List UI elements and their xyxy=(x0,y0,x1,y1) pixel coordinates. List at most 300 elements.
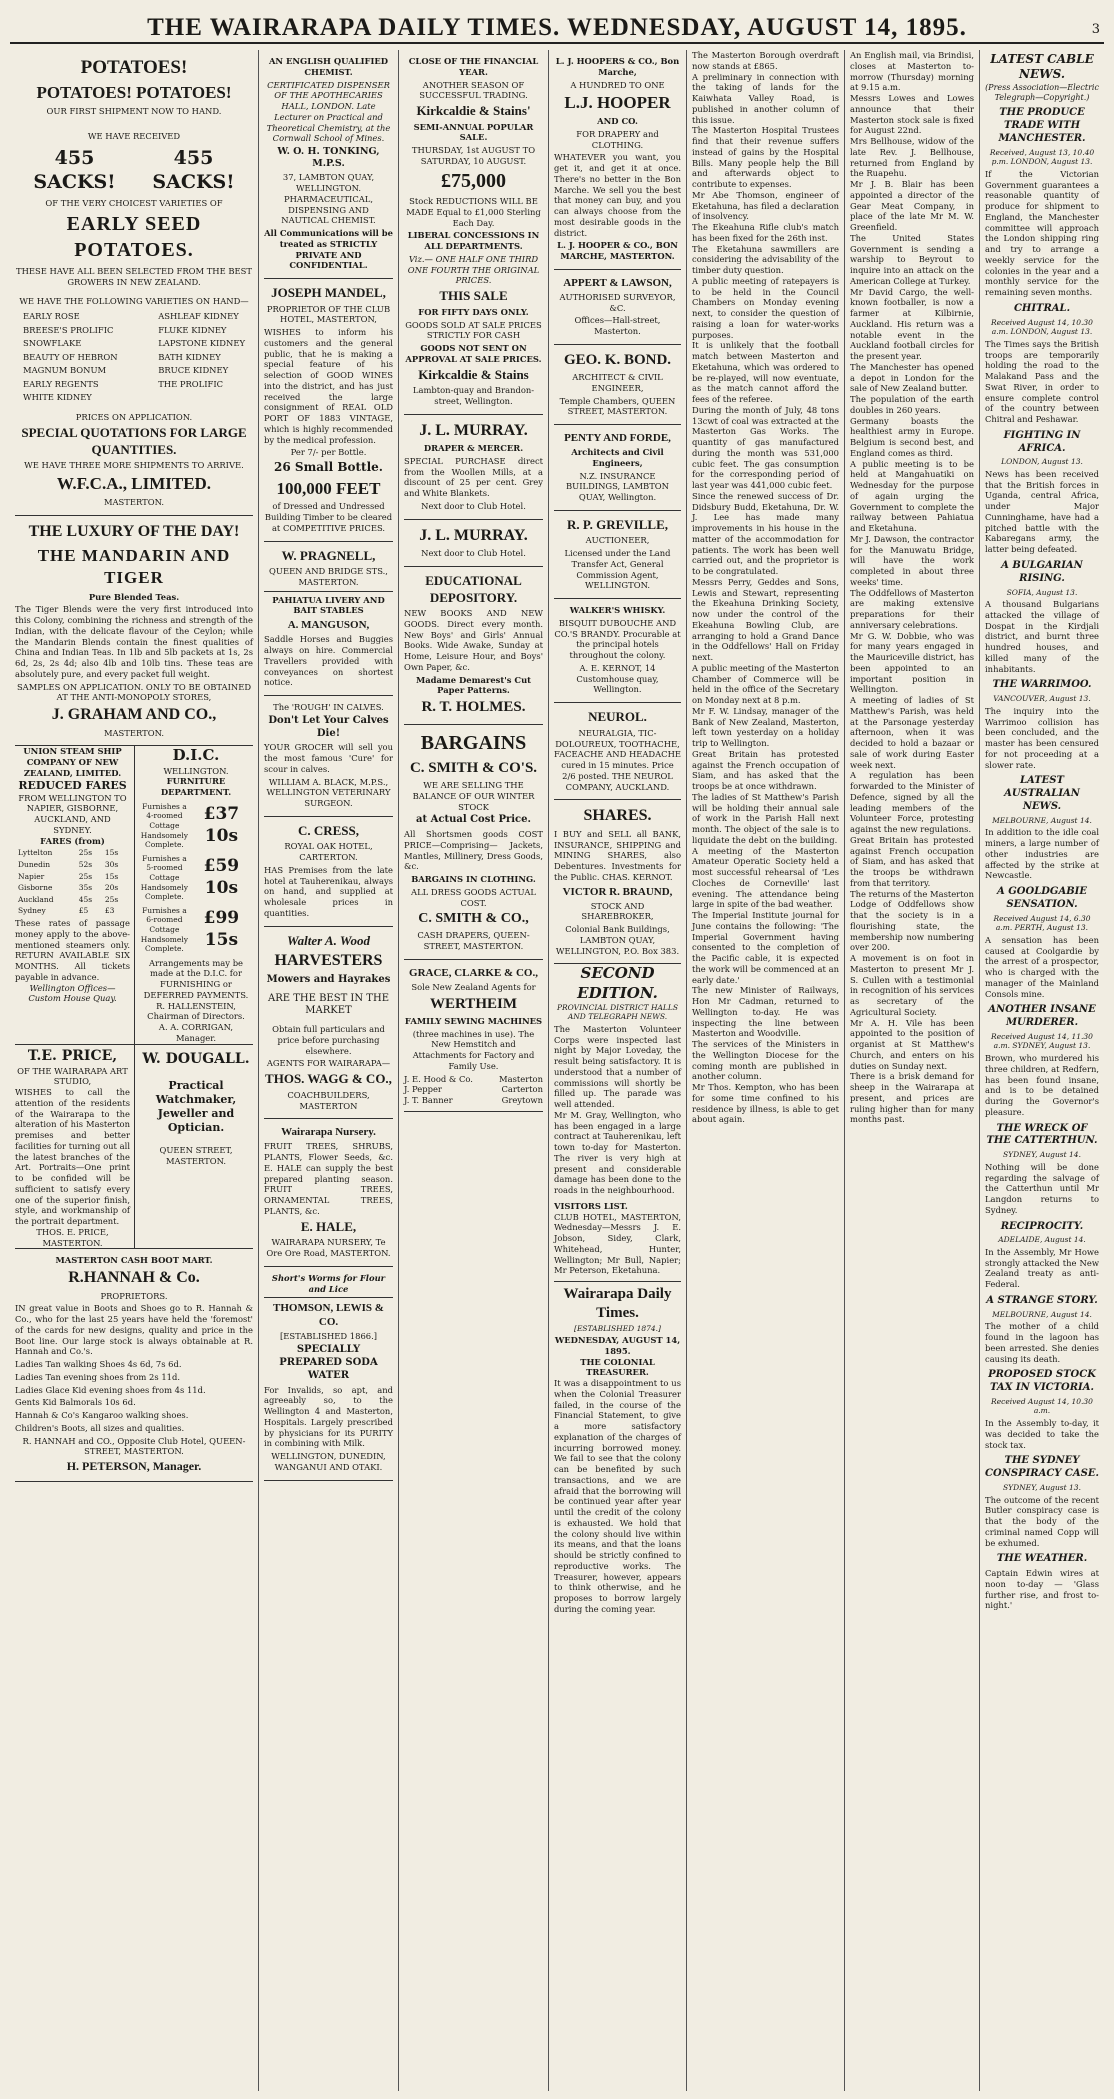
sale-another: ANOTHER SEASON OF SUCCESSFUL TRADING. xyxy=(419,79,528,101)
greville-ad xyxy=(554,511,681,599)
smith-clothing: BARGAINS IN CLOTHING. xyxy=(411,874,536,885)
news-item: Messrs Perry, Geddes and Sons, Lewis and Stewart, representing the Ekeahuna Drinking Society, now under the control of the Ekeahuna Bowling Club, are arranging to hold a Grand Dance in the Oddfellows' Hall on Friday next. xyxy=(692,576,839,662)
dic-item: Furnishes a 6-roomed Cottage Handsomely Complete. xyxy=(140,905,188,954)
smith-goods: All Shortsmen goods COST PRICE—Comprising— Jackets, Mantles, Millinery, Dress Goods, &c. xyxy=(404,829,543,872)
column-6 xyxy=(844,50,979,2091)
cable-item-body: The Times says the British troops are temporarily holding the road to the Malakand Pass and the Swat River, in order to ensure complete control of the country between Chitral and Peshawar. xyxy=(985,338,1099,424)
news-item: The Masterton Borough overdraft now stands at £865. xyxy=(692,50,839,71)
editorial-body: It was a disappointment to us when the Colonial Treasurer failed, in the course of the Financial Statement, to give a more satisfactory explanation of the charges of incurring borrowed money. We fail to see that the colony can be benefited by such transactions, and we are afraid that the borrowing will be continued year after year until the credit of the colony is exhausted. We hold that the colony should live within its means, and that the loans should be strictly confined to reproductive works. The Treasurer, however, appears to think otherwise, and he proposes to borrow largely during the coming year. xyxy=(554,1378,681,1614)
news-item: The Masterton Hospital Trustees find that their revenue suffers instead of gains by the Hospital Bills. Many people help the Bill and afterwards object to contribute to expenses. xyxy=(692,125,839,189)
nursery-title: Wairarapa Nursery. xyxy=(281,1126,376,1139)
depository-ad xyxy=(404,567,543,725)
soda-addr: WELLINGTON, DUNEDIN, WANGANUI AND OTAKI. xyxy=(271,1451,386,1472)
dougall-trade: Practical Watchmaker, Jeweller and Optician. xyxy=(155,1078,237,1134)
variety-item: LAPSTONE KIDNEY xyxy=(158,338,245,349)
visitors-list xyxy=(554,1201,681,1276)
news-item: The Manchester has opened a depot in London for the sale of New Zealand butter. xyxy=(850,361,974,394)
bootmart-item: Children's Boots, all sizes and qualities. xyxy=(15,1422,185,1433)
cable-item xyxy=(985,1369,1099,1450)
bootmart-ad xyxy=(15,1249,253,1482)
potatoes-more: WE HAVE THREE MORE SHIPMENTS TO ARRIVE. xyxy=(24,460,244,471)
potatoes-firm: W.F.C.A., LIMITED. xyxy=(56,474,212,494)
news-item: A preliminary in connection with the taking of lands for the Kaiwhata Valley Road, is published in another column of this issue. xyxy=(692,71,839,125)
news-item: Mr Thos. Kempton, who has been for some time confined to his residence by illness, is able to get about again. xyxy=(692,1082,839,1125)
grace-machines: FAMILY SEWING MACHINES xyxy=(404,1015,543,1026)
tea-headline: THE LUXURY OF THE DAY! xyxy=(28,522,240,540)
cable-news-sub: (Press Association—Electric Telegraph—Copyright.) xyxy=(985,82,1099,102)
bond-name: GEO. K. BOND. xyxy=(563,351,672,368)
murray-trade: DRAPER & MERCER. xyxy=(423,443,524,454)
tea-town: MASTERTON. xyxy=(103,727,165,738)
news-item: The ladies of St Matthew's Parish will be holding their annual sale of work in the Parish Hall next month. The object of the sale is to liquidate the debt on the building. xyxy=(692,791,839,845)
cable-item xyxy=(985,303,1099,425)
short-title: Short's Worms for Flour and Lice xyxy=(271,1272,386,1294)
news-item: Mrs Bellhouse, widow of the late Rev. J. Bellhouse, returned from England by the Ruapehu. xyxy=(850,136,974,179)
variety-item: BRUCE KIDNEY xyxy=(158,365,229,376)
nursery-ad xyxy=(264,1119,393,1266)
harvesters-firm: THOS. WAGG & CO., xyxy=(265,1071,392,1087)
price-ad xyxy=(15,1045,135,1249)
cable-item-body: If the Victorian Government guarantees a reasonable quantity of produce for shipment to England, the Manchester committee will approach the London shipping ring and try to arrange a weekly service for the colonies in the year and a monthly service for the remaining seven months. xyxy=(985,168,1099,298)
news-item: The Imperial Institute journal for June contains the following: 'The Imperial Government having consented to the completion of the Pacific cable, it is expected the work will be commenced at an early date.' xyxy=(692,910,839,985)
cable-item xyxy=(985,430,1099,555)
newspaper-title: THE WAIRARAPA DAILY TIMES. WEDNESDAY, AUGUST 14, 1895. xyxy=(147,14,967,41)
table-row: Napier 25s 15s xyxy=(18,871,119,881)
grace-brand: WERTHEIM xyxy=(430,995,517,1012)
potatoes-selected: THESE HAVE ALL BEEN SELECTED FROM THE BEST GROWERS IN NEW ZEALAND. xyxy=(16,266,252,287)
depository-papers: Madame Demarest's Cut Paper Patterns. xyxy=(415,674,532,696)
variety-item: EARLY ROSE xyxy=(23,311,80,322)
sale-firm: Kirkcaldie & Stains' xyxy=(416,103,531,118)
tea-body: The Tiger Blends were the very first introduced into this Colony, combining the richness and strength of the Indian, with the delicate flavour of the Ceylon; while the Mandarin Blends contain the finest qualities of China and Indian Teas. In 1lb and 5lb packets at 1s, 2s 6d, 2s, 2s 4d; also 4lb and 10lb tins. These teas are absolutely pure, and every packet full weight. xyxy=(15,604,253,679)
harvesters-sub: Mowers and Hayrakes xyxy=(266,973,391,985)
cable-item-dateline: SYDNEY, August 13. xyxy=(1003,1482,1081,1492)
cable-item-dateline: VANCOUVER, August 13. xyxy=(993,694,1091,704)
sale-viz: Viz.— ONE HALF ONE THIRD ONE FOURTH THE ORIGINAL PRICES. xyxy=(407,253,540,286)
calves-ad xyxy=(264,696,393,817)
chemist-name: W. O. H. TONKING, M.P.S. xyxy=(277,146,380,170)
news-item: A public meeting is to be held at Mangahuatiki on Wednesday for the purpose of again urging the Government to complete the railway between Pahiatua and Eketahuna. xyxy=(850,458,974,533)
news-item: The population of the earth doubles in 260 years. xyxy=(850,394,974,415)
variety-item: BEAUTY OF HEBRON xyxy=(23,351,118,362)
calves-body: YOUR GROCER will sell you the most famous 'Cure' for scour in calves. xyxy=(264,742,393,774)
table-row: Gisborne 35s 20s xyxy=(18,883,119,893)
bootmart-address: R. HANNAH and CO., Opposite Club Hotel, QUEEN-STREET, MASTERTON. xyxy=(22,1435,246,1457)
masthead xyxy=(10,14,1104,44)
news-item: Mr Abe Thomson, engineer of Eketahuna, has filed a declaration of insolvency. xyxy=(692,189,839,222)
grace-firm: GRACE, CLARKE & CO., xyxy=(409,966,538,979)
second-edition-subtitle: PROVINCIAL DISTRICT HALLS AND TELEGRAPH NEWS. xyxy=(556,1002,679,1022)
steamship-note: These rates of passage money apply to the above-mentioned steamers only. RETURN AVAILABLE SIX MONTHS. All tickets payable in advance. xyxy=(15,918,130,982)
hoopers-footer: L. J. HOOPER & CO., BON MARCHE, MASTERTON. xyxy=(557,240,678,261)
potatoes-ad xyxy=(15,50,253,516)
murray-ad xyxy=(404,415,543,520)
potatoes-special: SPECIAL QUOTATIONS FOR LARGE QUANTITIES. xyxy=(21,425,247,457)
news-item: The Oddfellows of Masterton are making extensive preparations for their anniversary celebrations. xyxy=(850,587,974,630)
cable-item-dateline: LONDON, August 13. xyxy=(1001,457,1083,467)
cable-item-dateline: Received August 14, 10.30 a.m. LONDON, August 13. xyxy=(991,317,1093,337)
dic-price: £37 10s xyxy=(203,804,240,846)
stables-body: Saddle Horses and Buggies always on hire. Commercial Travellers provided with conveyances on shortest notice. xyxy=(264,634,393,688)
local-news-2 xyxy=(850,50,974,1125)
dic-arrangement: Arrangements may be made at the D.I.C. for FURNISHING or DEFERRED PAYMENTS. xyxy=(143,957,249,1000)
smith-price: at Actual Cost Price. xyxy=(416,814,531,826)
chemist-comms: All Communications will be treated as STRICTLY PRIVATE AND CONFIDENTIAL. xyxy=(264,228,393,271)
sale-stock-note: Stock REDUCTIONS WILL BE MADE Equal to £1,000 Sterling Each Day. xyxy=(406,196,541,228)
dic-place: WELLINGTON. xyxy=(163,765,229,776)
second-edition-title: SECOND EDITION. xyxy=(577,964,658,1002)
price-body: WISHES to call the attention of the residents of the Wairarapa to the alteration of his Masterton premises and better facilities for turning out all the latest branches of the Art. Portraits—One print to be confided will be sufficient to satisfy every one of the superior finish, style, and workmanship of the portrait department. xyxy=(15,1087,130,1227)
murray-footer: Next door to Club Hotel. xyxy=(421,548,526,559)
variety-item: BREESE'S PROLIFIC xyxy=(23,324,114,335)
column-5 xyxy=(686,50,844,2091)
short-ad xyxy=(264,1267,393,1481)
calves-headline: Don't Let Your Calves Die! xyxy=(268,714,389,739)
cable-item-body: A sensation has been caused at Coolgardie by the arrest of a prospector, who is charged with the manager of the Mainland Consols mine. xyxy=(985,934,1099,999)
smith-at: C. SMITH & CO'S. xyxy=(409,759,538,776)
pragnell-addr: QUEEN AND BRIDGE STS., MASTERTON. xyxy=(269,566,388,587)
cable-item-body: The mother of a child found in the lagoon has been arrested. She denies causing its death. xyxy=(985,1321,1099,1364)
pragnell-name: W. PRAGNELL, xyxy=(281,547,376,563)
kirkcaldie-ad xyxy=(404,50,543,415)
cable-item-dateline: MELBOURNE, August 14. xyxy=(992,815,1092,825)
penty-ad xyxy=(554,425,681,511)
news-item: Since the renewed success of Dr. Didsbury Budd, Eketahuna, Dr. W. J. Lee has made many improvements in his house in the matter of the accommodation for patients. The work has been well carried out, and the proprietor is to be congratulated. xyxy=(692,490,839,576)
hoopers-sub: A HUNDRED TO ONE xyxy=(570,79,665,90)
cable-item-body: In the Assembly, Mr Howe strongly attacked the New Zealand treaty as anti-Federal. xyxy=(985,1246,1099,1290)
stables-header: PAHIATUA LIVERY AND BAIT STABLES xyxy=(272,594,385,616)
column-7 xyxy=(979,50,1104,2091)
price-trade: OF THE WAIRARAPA ART STUDIO, xyxy=(17,1065,128,1087)
editorial-head: THE COLONIAL TREASURER. xyxy=(580,1356,655,1378)
potatoes-subhead: OUR FIRST SHIPMENT NOW TO HAND. xyxy=(46,106,222,117)
potatoes-choicest: OF THE VERY CHOICEST VARIETIES OF xyxy=(45,198,223,209)
cable-news-title: LATEST CABLE NEWS. xyxy=(990,52,1094,82)
sale-fifty: FOR FIFTY DAYS ONLY. xyxy=(418,306,529,317)
potatoes-prices: PRICES ON APPLICATION. xyxy=(75,412,193,423)
cable-item-heading: RECIPROCITY. xyxy=(1000,1220,1084,1232)
news-item: Mr J. B. Blair has been appointed a director of the Gear Meat Company, in place of the late Mr M. W. Greenfield. xyxy=(850,179,974,232)
news-item: The new Minister of Railways, Hon Mr Cadman, returned to Wellington to-day. He was inspecting the line between Masterton and Woodville. xyxy=(692,985,839,1039)
sale-this: THIS SALE xyxy=(439,288,508,304)
variety-item: EARLY REGENTS xyxy=(23,378,99,389)
steamship-fares-head: FARES (from) xyxy=(40,835,105,846)
murray-name: J. L. MURRAY. xyxy=(419,421,528,439)
cress-name: C. CRESS, xyxy=(297,822,360,838)
walker-agent: A. E. KERNOT, 14 Customhouse quay, Wellington. xyxy=(576,662,659,695)
steamship-route: FROM WELLINGTON TO NAPIER, GISBORNE, AUCKLAND, AND SYDNEY. xyxy=(18,792,127,835)
bond-ad xyxy=(554,345,681,425)
penty-trade: Architects and Civil Engineers, xyxy=(571,447,664,468)
news-item: A public meeting of ratepayers is to be held in the Council Chambers on Monday evening next, to consider the question of raising a loan for water-works purposes. xyxy=(692,275,839,340)
soda-special: SPECIALLY PREPARED SODA WATER xyxy=(279,1344,378,1381)
braund-addr: Colonial Bank Buildings, LAMBTON QUAY, WELLINGTON, P.O. Box 383. xyxy=(555,924,680,956)
bootmart-item: Ladies Tan walking Shoes 4s 6d, 7s 6d. xyxy=(15,1359,182,1370)
editorial-masthead: Wairarapa Daily Times. xyxy=(563,1286,672,1322)
tea-samples: SAMPLES ON APPLICATION. ONLY TO BE OBTAINED AT THE ANTI-MONOPOLY STORES, xyxy=(16,681,252,703)
bootmart-manager: H. PETERSON, Manager. xyxy=(66,1459,202,1474)
mandel-body: WISHES to inform his customers and the general public, that he is making a special feature of his selection of GOOD WINES into the district, and has just received the large consignment of REAL OLD PORT OF 1883 VINTAGE, which is highly recommended by the medical profession. xyxy=(264,327,393,445)
hoopers-and: AND CO. xyxy=(597,116,638,126)
table-row: Sydney £5 £3 xyxy=(18,906,115,916)
bootmart-item: Ladies Glace Kid evening shoes from 4s 11d. xyxy=(15,1384,206,1395)
cable-item xyxy=(985,775,1099,881)
potatoes-varieties-intro: WE HAVE THE FOLLOWING VARIETIES ON HAND— xyxy=(19,295,249,306)
dic-dept: FURNITURE DEPARTMENT. xyxy=(160,776,232,798)
chemist-ad xyxy=(264,50,393,279)
braund-trade: STOCK AND SHAREBROKER, xyxy=(581,900,654,922)
variety-item: MAGNUM BONUM xyxy=(23,365,107,376)
dic-ad xyxy=(135,746,253,1043)
lawson-ad xyxy=(554,270,681,345)
news-item: The Ekeahuna Rifle club's match has been fixed for the 26th inst. xyxy=(692,222,839,243)
news-item: A movement is on foot in Masterton to present Mr J. S. Cullen with a testimonial in recognition of his services as secretary of the Agricultural Society. xyxy=(850,953,974,1017)
dic-name: D.I.C. xyxy=(172,746,220,765)
walker-body: BISQUIT DUBOUCHE AND CO.'S BRANDY. Procurable at the principal hotels throughout the colony. xyxy=(554,617,681,661)
cable-item-dateline: SOFIA, August 13. xyxy=(1006,587,1078,597)
varieties-right-list xyxy=(158,310,245,404)
cable-item-body: News has been received that the British forces in Uganda, central Africa, under Major Cunninghame, have had a pitched battle with the Kabaregans army, the latter being defeated. xyxy=(985,468,1099,555)
news-item: During the month of July, 48 tons 13cwt of coal was extracted at the Masterton Gas Works. The quantity of gas manufactured during the month was 531,000 cubic feet. The gas consumption for the corresponding period of last year was 441,000 cubic feet. xyxy=(692,404,839,490)
cable-item-dateline: Received, August 13, 10.40 p.m. LONDON, August 13. xyxy=(989,147,1095,167)
penty-name: PENTY AND FORDE, xyxy=(564,432,671,445)
smith-body: WE ARE SELLING THE BALANCE OF OUR WINTER STOCK xyxy=(412,780,535,812)
news-item: The United States Government is sending a warship to Beyrout to inquire into an attack on the American College at Turkey. xyxy=(850,232,974,286)
cable-item-dateline: ADELAIDE, August 14. xyxy=(998,1235,1086,1245)
harvesters-title: HARVESTERS xyxy=(274,952,383,970)
dougall-ad xyxy=(135,1045,253,1249)
cable-item-body: Captain Edwin wires at noon to-day — 'Glass further rise, and frost to-night.' xyxy=(985,1568,1099,1611)
mandel-name: JOSEPH MANDEL, xyxy=(271,285,386,301)
greville-body: Licensed under the Land Transfer Act, General Commission Agent, WELLINGTON. xyxy=(564,548,671,591)
cable-item xyxy=(985,679,1099,770)
visitors-title: VISITORS LIST. xyxy=(554,1200,628,1211)
chemist-addr: 37, LAMBTON QUAY, WELLINGTON. PHARMACEUTICAL, DISPENSING AND NAUTICAL CHEMIST. xyxy=(281,172,376,226)
cable-item xyxy=(985,1221,1099,1290)
news-item: Mr J. Dawson, the contractor for the Manuwatu Bridge, will have the work completed in about three weeks' time. xyxy=(850,533,974,587)
bootmart-body: IN great value in Boots and Shoes go to R. Hannah & Co., who for the last 25 years have held the 'foremost' of the cards for new designs, quality and price in the Boot line. Our large stock is always obtainable at R. Hannah and Co.'s. xyxy=(15,1303,253,1357)
cable-item xyxy=(985,1455,1099,1548)
table-row: Auckland 45s 25s xyxy=(18,894,119,904)
local-news xyxy=(692,50,839,1125)
lawson-addr: Offices—Hall-street, Masterton. xyxy=(574,315,661,337)
cress-addr: ROYAL OAK HOTEL, CARTERTON. xyxy=(284,841,373,863)
dougall-street: QUEEN STREET, MASTERTON. xyxy=(159,1144,233,1166)
nursery-body: FRUIT TREES, SHRUBS, PLANTS, Flower Seeds, &c. E. HALE can supply the best prepared planting season. FRUIT TREES, ORNAMENTAL TREES, PLANTS, &c. xyxy=(264,1141,393,1216)
cable-item-heading: THE WRECK OF THE CATTERTHUN. xyxy=(986,1122,1098,1147)
variety-item: ASHLEAF KIDNEY xyxy=(158,311,239,322)
smith-trade: CASH DRAPERS, QUEEN-STREET, MASTERTON. xyxy=(417,930,530,952)
cable-item-dateline: Received August 14, 11.30 a.m. SYDNEY, August 13. xyxy=(991,1031,1093,1051)
neurol-name: NEUROL. xyxy=(588,709,647,725)
tea-firm: J. GRAHAM AND CO., xyxy=(51,706,217,724)
pragnell-ad xyxy=(264,542,393,696)
variety-item: SNOWFLAKE xyxy=(23,338,82,349)
cable-item xyxy=(985,1123,1099,1216)
depository-body: NEW BOOKS AND NEW GOODS. Direct every month. New Boys' and Girls' Annual Books. Wide Awake, Sunday at Home, Leisure Hour, and Boys' Own Paper, &c. xyxy=(404,608,543,672)
news-item: Mr G. W. Dobbie, who was for many years engaged in the Mauriceville district, has been appointed to an important position in Wellington. xyxy=(850,630,974,695)
dic-price: £59 10s xyxy=(203,856,240,898)
murray-body: SPECIAL PURCHASE direct from the Woollen Mills, at a discount of 25 per cent. Grey and White Blankets. xyxy=(404,455,543,499)
page-number: 3 xyxy=(1091,22,1100,37)
sale-dates: THURSDAY, 1st AUGUST TO SATURDAY, 10 AUGUST. xyxy=(411,145,536,166)
sale-addr: Lambton-quay and Brandon-street, Wellington. xyxy=(412,385,535,406)
cable-item xyxy=(985,107,1099,298)
bootmart-title: MASTERTON CASH BOOT MART. xyxy=(55,1255,213,1266)
neurol-ad xyxy=(554,703,681,800)
sale-stock: £75,000 xyxy=(441,169,506,192)
variety-item: WHITE KIDNEY xyxy=(23,392,92,402)
sacks-right: 455 SACKS! xyxy=(152,146,235,193)
harvesters-agents: AGENTS FOR WAIRARAPA— xyxy=(266,1058,391,1069)
dic-item: Furnishes a 5-roomed Cottage Handsomely Complete. xyxy=(140,853,188,902)
steamship-title: UNION STEAM SHIP COMPANY OF NEW ZEALAND, LIMITED. xyxy=(23,746,122,778)
second-edition-art: The Masterton Volunteer Corps were inspected last night by Major Loveday, the result being satisfactory. It is understood that a number of commissions will shortly be filled up. The parade was well attended. xyxy=(554,1023,681,1110)
smith-ad xyxy=(404,725,543,959)
nursery-name: E. HALE, xyxy=(300,1218,357,1234)
cable-item xyxy=(985,1295,1099,1364)
cable-item xyxy=(985,560,1099,674)
harvesters-trade: COACHBUILDERS, MASTERTON xyxy=(287,1089,370,1111)
cable-item-body: A thousand Bulgarians attacked the village of Dospat in the Kirdjali district, and burnt three hundred houses, and killed many of the inhabitants. xyxy=(985,599,1099,674)
calves-sign: WILLIAM A. BLACK, M.P.S., WELLINGTON VETERINARY SURGEON. xyxy=(266,776,391,809)
news-item: Mr David Cargo, the well-known footballer, is now a farmer at Kilbirnie, Auckland. His return was a notable event in the Auckland football circles for the present year. xyxy=(850,286,974,361)
shares-ad xyxy=(554,800,681,964)
cable-item-dateline: SYDNEY, August 14. xyxy=(1003,1150,1081,1160)
cress-body: HAS Premises from the late hotel at Tauherenikau, always on hand, and supplied at wholesale prices in quantities. xyxy=(264,864,393,918)
cress-ad xyxy=(264,817,393,927)
cable-item-body: Nothing will be done regarding the salvage of the Catterthun until Mr Langdon returns to Sydney. xyxy=(985,1161,1099,1215)
cable-item-heading: THE WEATHER. xyxy=(996,1553,1088,1565)
column-4 xyxy=(548,50,686,2091)
harvesters-cat: Obtain full particulars and price before purchasing elsewhere. xyxy=(272,1024,385,1056)
news-item: It is unlikely that the football match between Masterton and Eketahuna, which was ordered to be re-played, will now eventuate, as the match cannot afford the fees of the referee. xyxy=(692,340,839,404)
variety-item: FLUKE KIDNEY xyxy=(158,324,227,335)
timber-body: of Dressed and Undressed Building Timber to be cleared at COMPETITIVE PRICES. xyxy=(264,501,393,533)
steamship-agent: Wellington Offices—Custom House Quay. xyxy=(28,982,117,1004)
dic-manager: A. A. CORRIGAN, Manager. xyxy=(158,1022,234,1043)
bootmart-item: Hannah & Co's Kangaroo walking shoes. xyxy=(15,1410,189,1421)
cable-item-dateline: Received August 14, 10.30 a.m. xyxy=(991,1396,1093,1416)
news-item: The services of the Ministers in the Wellington Diocese for the coming month are published in another column. xyxy=(692,1039,839,1082)
dic-price: £99 15s xyxy=(203,907,240,950)
soda-firm: THOMSON, LEWIS & CO. xyxy=(273,1302,384,1329)
cable-item-heading: THE PRODUCE TRADE WITH MANCHESTER. xyxy=(998,107,1086,144)
smith-cost: ALL DRESS GOODS ACTUAL COST. xyxy=(411,886,536,908)
cable-item-body: In the Assembly to-day, it was decided to take the stock tax. xyxy=(985,1418,1099,1450)
dougall-name: W. DOUGALL. xyxy=(142,1050,250,1067)
cable-item-body: Brown, who murdered his three children, at Redfern, has been found insane, and is to be detained during the Governor's pleasure. xyxy=(985,1053,1099,1117)
news-item: Great Britain has protested against the French occupation of Siam, and has asked that the troops be at once withdrawn. xyxy=(692,748,839,791)
chemist-title: AN ENGLISH QUALIFIED CHEMIST. xyxy=(268,56,389,77)
news-item: The Eketahuna sawmillers are considering the advisability of the timber duty question. xyxy=(692,243,839,275)
bootmart-item: Gents Kid Balmorals 10s 6d. xyxy=(15,1397,136,1408)
editorial xyxy=(554,1281,681,1614)
braund-name: VICTOR R. BRAUND, xyxy=(562,885,673,898)
news-item: A public meeting of the Masterton Chamber of Commerce will be held in the office of the Secretary on Monday next at 8 p.m. xyxy=(692,662,839,705)
depository-title: EDUCATIONAL DEPOSITORY. xyxy=(425,572,522,605)
calves-title: The 'ROUGH' IN CALVES. xyxy=(273,702,384,712)
timber-count: 100,000 FEET xyxy=(276,478,381,498)
smith-firm: C. SMITH & CO., xyxy=(418,911,529,927)
mandel-ad xyxy=(264,279,393,541)
chemist-body: CERTIFICATED DISPENSER OF THE APOTHECARIES HALL, LONDON. Late Lecturer on Practical and Theoretical Chemistry, at the Cornwall School of Mines. xyxy=(266,79,391,144)
editorial-est: [ESTABLISHED 1874.] xyxy=(574,1323,661,1333)
column-1 xyxy=(10,50,258,2091)
news-item: Messrs Lowes and Lowes announce that their Masterton stock sale is fixed for August 22nd. xyxy=(850,93,974,136)
neurol-body: NEURALGIA, TIC-DOLOUREUX, TOOTHACHE, FACEACHE AND HEADACHE cured in 15 minutes. Price 2/6 posted. THE NEUROL COMPANY, AUCKLAND. xyxy=(554,727,681,792)
cable-item-heading: FIGHTING IN AFRICA. xyxy=(1003,429,1081,454)
price-sign: THOS. E. PRICE, MASTERTON. xyxy=(36,1226,109,1248)
news-item: A meeting of ladies of St Matthew's Parish, was held at the Parsonage yesterday afternoon, when it was decided to hold a bazaar or sale of work during Easter week next. xyxy=(850,695,974,770)
hoopers-body: WHATEVER you want, you get it, and get it at once. There's no better in the Bon Marche. We sell you the best that money can buy, and you can always choose from the most desirable goods in the district. xyxy=(554,152,681,238)
table-row: Dunedin 52s 30s xyxy=(18,860,119,870)
cable-item-heading: ANOTHER INSANE MURDERER. xyxy=(988,1004,1096,1029)
cable-item-body: The outcome of the recent Butler conspiracy case is that the body of the criminal named Copp will be exhumed. xyxy=(985,1494,1099,1548)
shares-body: I BUY and SELL all BANK, INSURANCE, SHIPPING and MINING SHARES, also Debentures. Investments for the Public. CHAS. KERNOT. xyxy=(554,828,681,882)
greville-role: AUCTIONEER, xyxy=(585,535,650,546)
varieties-left-list xyxy=(23,310,118,404)
hoopers-ad xyxy=(554,50,681,270)
mandel-price2: 26 Small Bottle. xyxy=(274,460,383,475)
sale-foot: Kirkcaldie & Stains xyxy=(418,366,529,382)
bond-trade: ARCHITECT & CIVIL ENGINEER, xyxy=(572,372,663,393)
grace-role: Sole New Zealand Agents for xyxy=(411,981,536,992)
news-item: The returns of the Masterton Lodge of Oddfellows show that the society is in a flourishing state, the membership now numbering over 200. xyxy=(850,888,974,953)
mandel-price1: Per 7/- per Bottle. xyxy=(290,447,367,458)
harvesters-best: ARE THE BEST IN THE MARKET xyxy=(267,992,389,1017)
tea-names: THE MANDARIN AND TIGER xyxy=(37,546,231,587)
cable-item-heading: THE WARRIMOO. xyxy=(992,679,1092,691)
second-edition-art: Mr M. Gray, Wellington, who has been engaged in a large contract at Tauherenikau, left town to-day for Masterton. The river is very high at present and considerable damage has been done to the roads in the neighbourhood. xyxy=(554,1109,681,1196)
cable-item xyxy=(985,1553,1099,1611)
visitors-body: CLUB HOTEL, MASTERTON, Wednesday—Messrs J. E. Jobson, Sidey, Clark, Whitehead, Hunter, Wellington; Mr Bull, Napier; Mr Peterson, Eketahuna. xyxy=(554,1211,681,1276)
penty-addr: N.Z. INSURANCE BUILDINGS, LAMBTON QUAY, Wellington. xyxy=(565,470,669,503)
variety-item: THE PROLIFIC xyxy=(158,378,224,389)
soda-body: For Invalids, so apt, and agreeably so, to the Wellington 4 and Masterton, Hospitals. Largely prescribed by physicians for its PURITY in combining with Milk. xyxy=(264,1384,393,1449)
greville-name: R. P. GREVILLE, xyxy=(566,516,669,532)
price-name: T.E. PRICE, xyxy=(27,1047,118,1064)
bootmart-firm: R.HANNAH & Co. xyxy=(68,1269,200,1287)
walker-name: WALKER'S WHISKY. xyxy=(569,605,666,616)
cable-item-heading: CHITRAL. xyxy=(1013,302,1071,314)
sale-liberal: LIBERAL CONCESSIONS IN ALL DEPARTMENTS. xyxy=(407,230,540,252)
news-item: There is a brisk demand for sheep in the Wairarapa at present, and prices are ruling higher than for many months past. xyxy=(850,1071,974,1125)
cable-item-body: The inquiry into the Warrimoo collision has been concluded, and the master has been censured for not proceeding at a slower rate. xyxy=(985,705,1099,770)
dic-chair: R. HALLENSTEIN, Chairman of Directors. xyxy=(147,1000,245,1022)
hoopers-trade: FOR DRAPERY and CLOTHING. xyxy=(576,128,659,150)
steamship-ad xyxy=(15,746,135,1043)
potatoes-headline-1: POTATOES! xyxy=(80,57,188,78)
news-item: Mr F. W. Lindsay, manager of the Bank of New Zealand, Masterton, left town yesterday on a holiday trip to Wellington. xyxy=(692,705,839,748)
news-item: Germany boasts the healthiest army in Europe. Belgium is second best, and England comes as third. xyxy=(850,415,974,458)
cable-item-heading: A BULGARIAN RISING. xyxy=(1001,559,1083,584)
mandel-role: PROPRIETOR OF THE CLUB HOTEL, MASTERTON, xyxy=(266,303,391,325)
stables-owner: A. MANGUSON, xyxy=(287,619,370,632)
grace-body: (three machines in use). The New Hemstitch and Attachments for Factory and Family Use. xyxy=(412,1028,535,1071)
cable-item-heading: A GOOLDGABIE SENSATION. xyxy=(997,886,1087,910)
cable-item-dateline: Received August 14, 6.30 a.m. PERTH, August 13. xyxy=(993,913,1091,933)
cable-item-heading: LATEST AUSTRALIAN NEWS. xyxy=(1004,775,1080,812)
cable-item xyxy=(985,1004,1099,1117)
potatoes-headline-2: POTATOES! POTATOES! xyxy=(36,83,232,103)
cable-item-dateline: MELBOURNE, August 14. xyxy=(992,1309,1092,1319)
cable-item-heading: A STRANGE STORY. xyxy=(986,1294,1098,1306)
lawson-name: APPERT & LAWSON, xyxy=(563,276,672,289)
variety-item: BATH KIDNEY xyxy=(158,351,221,362)
lawson-role: AUTHORISED SURVEYOR, &C. xyxy=(559,291,676,313)
table-row: Lyttelton 25s 15s xyxy=(18,848,119,858)
